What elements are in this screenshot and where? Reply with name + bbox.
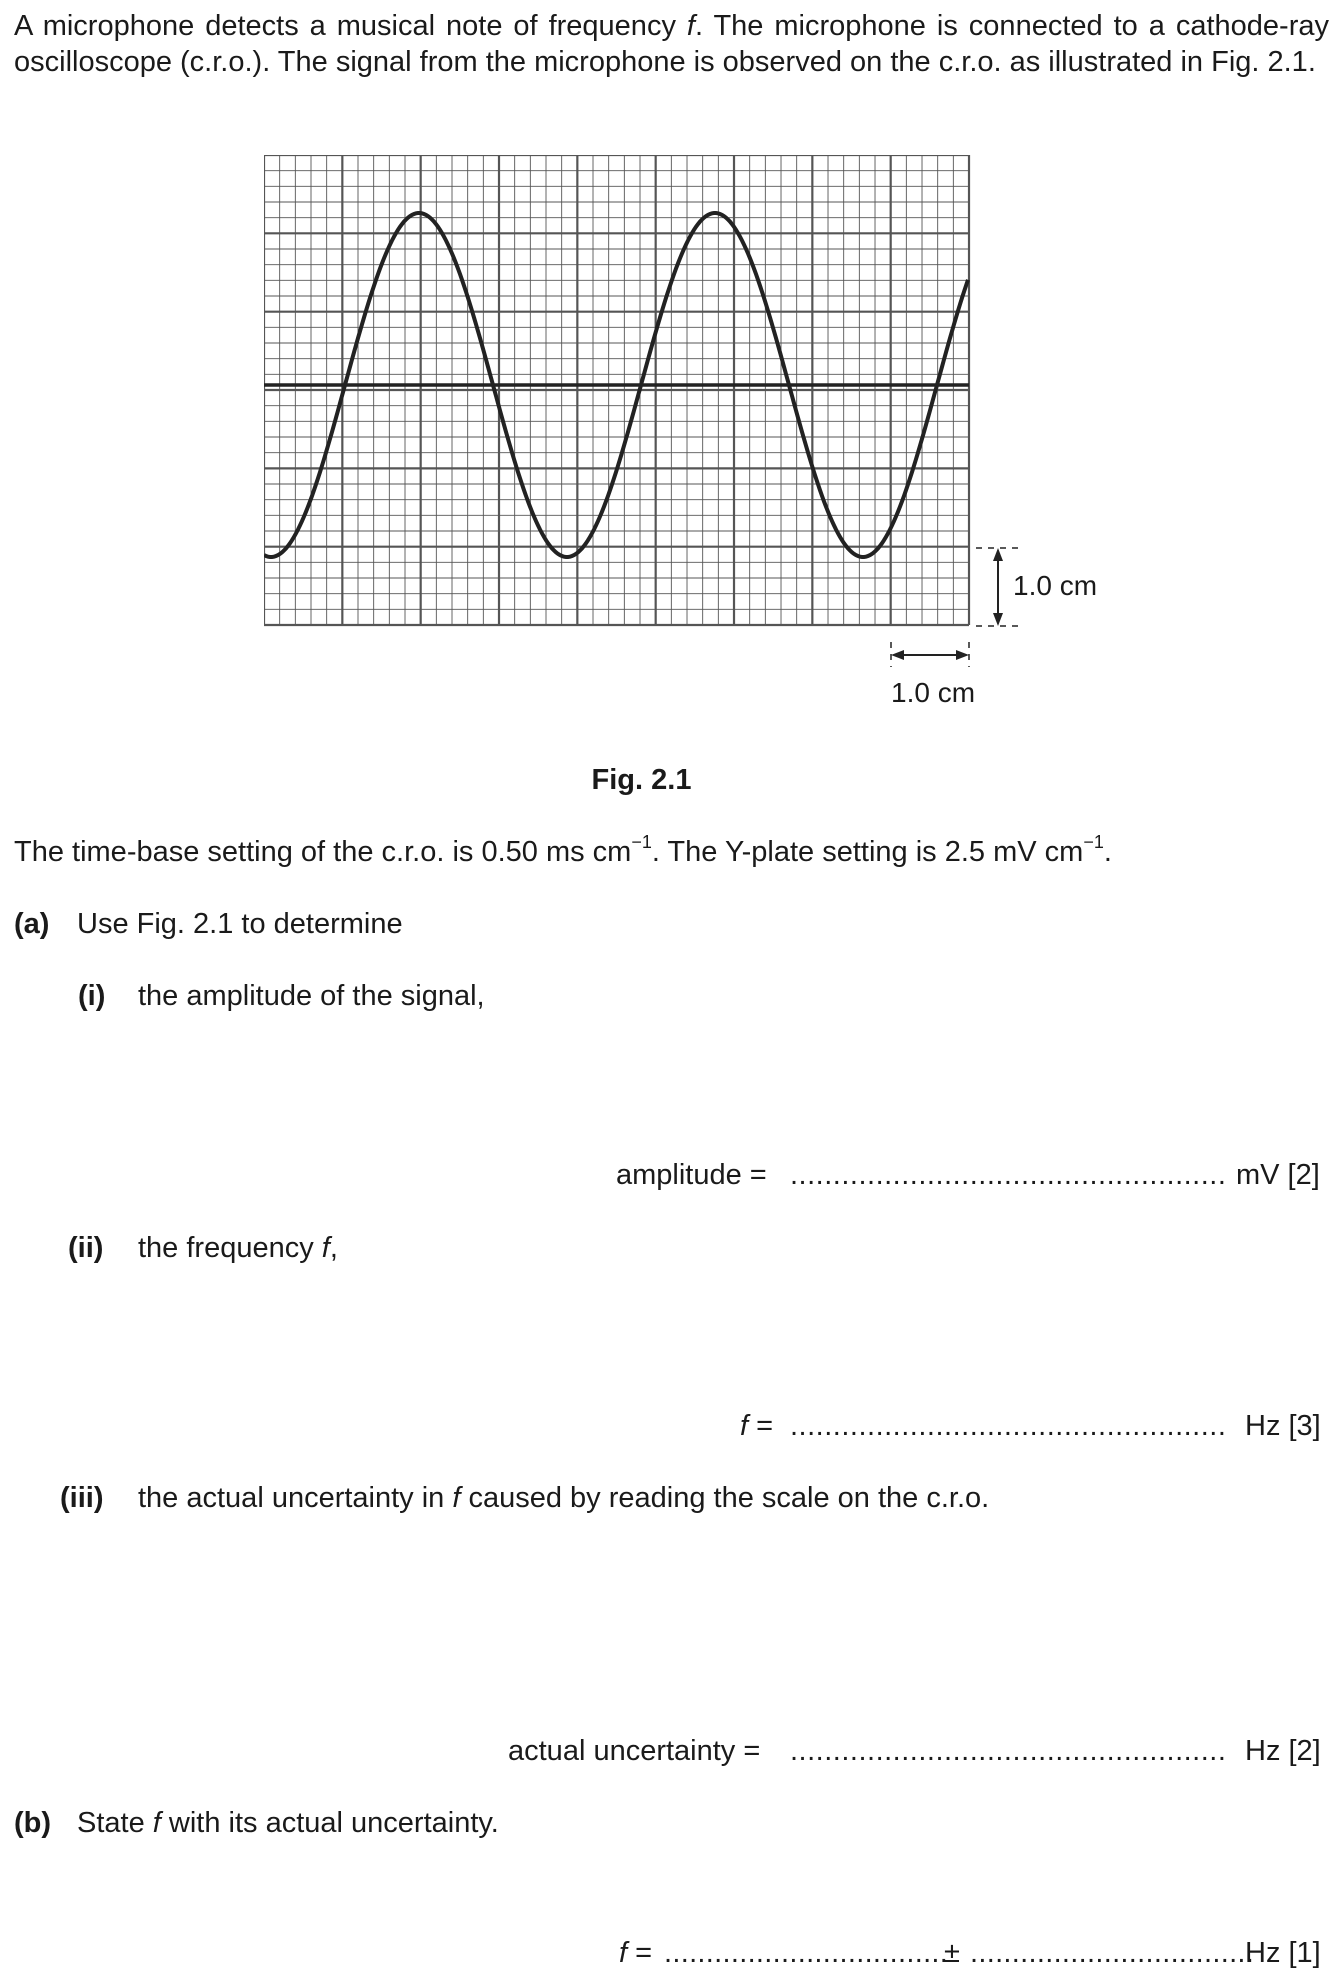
part-b-label: (b) [14,1807,52,1839]
part-a-iii-text [138,1480,989,1516]
final-answer-eq: = [627,1937,653,1969]
part-a-ii-text-post: , [329,1232,338,1264]
part-b-text-pre: State [77,1807,153,1839]
figure-caption: Fig. 2.1 [591,764,692,796]
part-b-text-post: with its actual uncertainty. [160,1807,499,1839]
final-answer-f: f [619,1937,628,1969]
settings-end: . [1103,836,1112,868]
frequency-answer-label [740,1408,773,1444]
frequency-answer-f: f [740,1410,749,1442]
time-base-exponent: −1 [631,832,652,853]
frequency-answer-eq: = [748,1410,774,1442]
part-a-label: (a) [14,908,50,940]
plus-minus-sign: ± [944,1937,960,1969]
part-a-i-text: the amplitude of the signal, [138,980,485,1012]
final-uncertainty-field[interactable]: .................................. [970,1937,1255,1969]
horizontal-scale-label: 1.0 cm [891,677,976,708]
uncertainty-unit-marks: Hz [2] [1245,1735,1321,1767]
intro-part2: . The microphone is connected to a cathode-ray oscilloscope (c.r.o.). The signal from the microphone is observed on the c.r.o. as illustrated in Fig. 2.1. [14,10,1329,78]
part-a-ii-text-pre: the frequency [138,1232,322,1264]
final-value-field[interactable]: .................................. [664,1937,949,1969]
amplitude-unit-marks: mV [2] [1236,1159,1320,1191]
horizontal-scale-marker [891,642,969,667]
uncertainty-answer-field[interactable]: ................................................... [790,1735,1227,1767]
part-a-ii-text [138,1230,338,1266]
part-b-text [77,1805,499,1841]
intro-frequency-symbol: f [686,10,695,42]
final-answer-label [619,1935,652,1971]
frequency-unit-marks: Hz [3] [1245,1410,1321,1442]
cro-trace-figure [264,155,1024,715]
y-plate-exponent: −1 [1083,832,1104,853]
part-a-i-label: (i) [78,980,106,1012]
part-a-iii-text-pre: the actual uncertainty in [138,1482,453,1514]
part-a-iii-label: (iii) [60,1482,104,1514]
part-b-f-symbol: f [152,1807,161,1839]
part-a-text: Use Fig. 2.1 to determine [77,908,403,940]
amplitude-answer-field[interactable]: ................................................... [790,1159,1227,1191]
amplitude-answer-label: amplitude = [616,1159,767,1191]
vertical-scale-label: 1.0 cm [1013,570,1098,601]
uncertainty-answer-label: actual uncertainty = [508,1735,761,1767]
settings-sentence [14,834,1112,870]
y-plate-text: . The Y-plate setting is 2.5 mV cm [651,836,1084,868]
intro-paragraph [14,8,1329,80]
frequency-answer-field[interactable]: ................................................... [790,1410,1227,1442]
part-a-iii-f-symbol: f [452,1482,461,1514]
part-a-ii-label: (ii) [68,1232,104,1264]
part-a-ii-f-symbol: f [321,1232,330,1264]
part-a-iii-text-post: caused by reading the scale on the c.r.o. [460,1482,990,1514]
time-base-text: The time-base setting of the c.r.o. is 0.50 ms cm [14,836,632,868]
cro-grid [264,155,969,625]
final-unit-marks: Hz [1] [1245,1937,1321,1969]
intro-part1: A microphone detects a musical note of frequency [14,10,687,42]
